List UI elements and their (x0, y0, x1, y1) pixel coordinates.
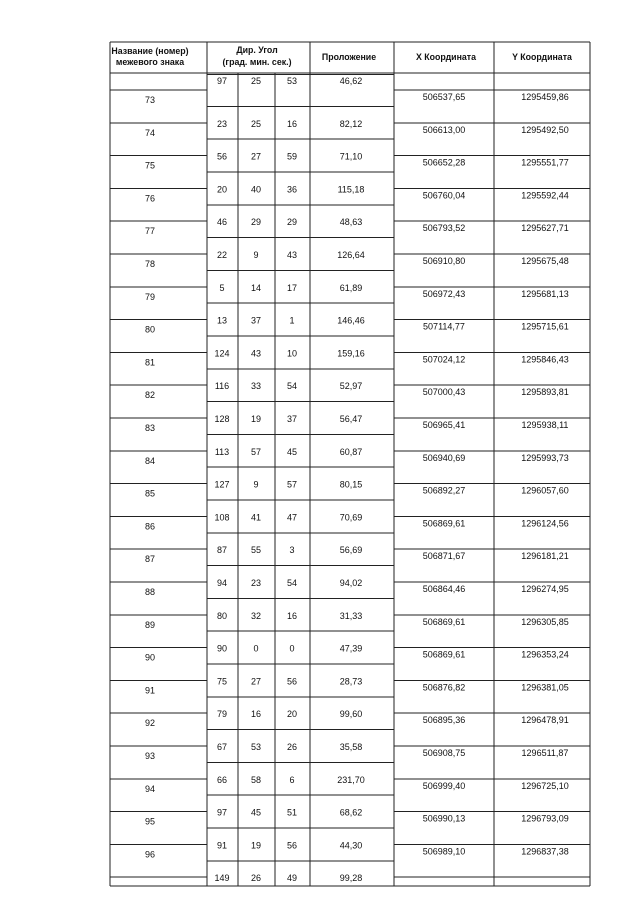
table-grid (110, 42, 590, 886)
angle-degrees: 108 (214, 512, 230, 523)
mark-number: 84 (144, 455, 156, 466)
angle-degrees: 97 (216, 76, 228, 86)
angle-seconds: 45 (286, 446, 298, 457)
angle-minutes: 32 (250, 610, 262, 621)
segment-length: 94,02 (339, 578, 363, 588)
angle-degrees: 97 (216, 807, 228, 818)
angle-seconds: 20 (286, 709, 298, 720)
angle-degrees: 22 (216, 250, 228, 260)
angle-minutes: 55 (250, 545, 262, 556)
y-coordinate: 1295492,50 (521, 124, 569, 135)
angle-minutes: 0 (253, 643, 259, 654)
mark-number: 94 (144, 783, 156, 794)
x-coordinate: 506864,46 (422, 584, 466, 594)
angle-seconds: 57 (286, 479, 298, 490)
y-coordinate: 1296305,85 (521, 616, 569, 627)
x-coordinate: 507114,77 (423, 321, 465, 332)
angle-seconds: 49 (286, 873, 298, 884)
mark-number: 76 (144, 193, 156, 204)
angle-minutes: 19 (250, 840, 262, 851)
x-coordinate: 506869,61 (422, 616, 466, 627)
mark-number: 77 (144, 226, 156, 237)
segment-length: 46,62 (339, 76, 363, 86)
angle-seconds: 10 (286, 348, 298, 359)
mark-number: 85 (144, 488, 156, 499)
y-coordinate: 1296725,10 (521, 780, 569, 791)
y-coordinate: 1296057,60 (521, 485, 569, 496)
segment-length: 70,69 (339, 512, 363, 523)
angle-seconds: 29 (286, 217, 298, 228)
segment-length: 99,60 (339, 709, 363, 720)
header-x: X Координата (416, 52, 476, 62)
angle-minutes: 29 (250, 217, 262, 228)
angle-seconds: 16 (286, 118, 298, 129)
mark-number: 81 (144, 357, 156, 368)
mark-number: 88 (144, 587, 156, 597)
header-y: Y Координата (512, 52, 572, 62)
mark-number: 74 (144, 127, 156, 138)
y-coordinate: 1296793,09 (521, 813, 569, 824)
y-coordinate: 1295715,61 (521, 321, 569, 332)
x-coordinate: 506895,36 (422, 715, 466, 726)
angle-degrees: 5 (219, 282, 225, 293)
segment-length: 31,33 (339, 610, 363, 621)
y-coordinate: 1296381,05 (521, 682, 569, 693)
x-coordinate: 506940,69 (422, 452, 466, 463)
segment-length: 71,10 (339, 151, 363, 162)
angle-minutes: 9 (253, 250, 259, 260)
header-angle-line1: Дир. Угол (236, 45, 278, 55)
x-coordinate: 506989,10 (422, 846, 466, 857)
mark-number: 75 (144, 160, 156, 171)
mark-number: 83 (144, 423, 156, 433)
angle-minutes: 58 (250, 774, 262, 785)
mark-number: 79 (144, 291, 156, 302)
angle-minutes: 27 (250, 676, 262, 687)
segment-length: 56,69 (339, 545, 363, 556)
angle-seconds: 54 (286, 381, 298, 392)
segment-length: 99,28 (339, 873, 363, 884)
angle-seconds: 37 (286, 414, 298, 424)
angle-degrees: 116 (214, 381, 230, 392)
mark-number: 91 (144, 685, 156, 696)
header-name-line2: межевого знака (115, 57, 185, 67)
segment-length: 115,18 (337, 184, 365, 195)
angle-minutes: 57 (250, 446, 262, 457)
mark-number: 90 (144, 652, 156, 663)
header-angle-line2: (град. мин. сек.) (222, 57, 292, 67)
x-coordinate: 506908,75 (422, 748, 466, 758)
y-coordinate: 1296274,95 (521, 584, 569, 594)
angle-seconds: 3 (289, 545, 295, 556)
mark-number: 73 (144, 95, 156, 105)
x-coordinate: 506965,41 (422, 420, 466, 430)
segment-length: 126,64 (337, 250, 365, 260)
x-coordinate: 506871,67 (422, 551, 466, 562)
y-coordinate: 1295675,48 (521, 256, 569, 266)
angle-minutes: 25 (250, 76, 262, 86)
angle-minutes: 27 (250, 151, 262, 162)
angle-seconds: 47 (286, 512, 298, 523)
y-coordinate: 1295938,11 (521, 420, 569, 430)
angle-minutes: 37 (250, 315, 262, 326)
angle-degrees: 75 (216, 676, 228, 687)
x-coordinate: 506652,28 (422, 157, 466, 168)
header-name-line1: Название (номер) (111, 46, 189, 56)
mark-number: 82 (144, 390, 156, 401)
x-coordinate: 506910,80 (422, 256, 466, 266)
x-coordinate: 507000,43 (422, 387, 466, 398)
angle-seconds: 6 (289, 774, 295, 785)
angle-minutes: 16 (250, 709, 262, 720)
mark-number: 86 (144, 521, 156, 532)
y-coordinate: 1295459,86 (521, 92, 569, 102)
angle-minutes: 40 (250, 184, 262, 195)
header-length: Проложение (321, 52, 377, 62)
angle-degrees: 46 (216, 217, 228, 228)
x-coordinate: 506876,82 (422, 682, 466, 693)
angle-minutes: 43 (250, 348, 262, 359)
angle-seconds: 56 (286, 840, 298, 851)
angle-seconds: 16 (286, 610, 298, 621)
y-coordinate: 1295627,71 (521, 223, 569, 234)
x-coordinate: 506869,61 (422, 518, 466, 529)
y-coordinate: 1295993,73 (521, 452, 569, 463)
segment-length: 159,16 (337, 348, 365, 359)
angle-seconds: 56 (286, 676, 298, 687)
x-coordinate: 506793,52 (422, 223, 466, 234)
angle-seconds: 54 (286, 578, 298, 588)
x-coordinate: 506613,00 (422, 124, 466, 135)
angle-degrees: 80 (216, 610, 228, 621)
mark-number: 95 (144, 816, 156, 827)
angle-degrees: 13 (216, 315, 228, 326)
segment-length: 68,62 (339, 807, 363, 818)
angle-minutes: 33 (250, 381, 262, 392)
angle-minutes: 9 (253, 479, 259, 490)
angle-minutes: 23 (250, 578, 262, 588)
angle-minutes: 25 (250, 118, 262, 129)
angle-degrees: 94 (216, 578, 228, 588)
mark-number: 80 (144, 324, 156, 335)
x-coordinate: 506869,61 (422, 649, 466, 660)
y-coordinate: 1295551,77 (521, 157, 569, 168)
angle-degrees: 90 (216, 643, 228, 654)
angle-degrees: 67 (216, 742, 228, 752)
segment-length: 52,97 (339, 381, 363, 392)
y-coordinate: 1295681,13 (521, 288, 569, 299)
x-coordinate: 506760,04 (422, 190, 466, 201)
angle-seconds: 51 (286, 807, 298, 818)
mark-number: 92 (144, 718, 156, 729)
segment-length: 48,63 (339, 217, 363, 228)
table-header (111, 45, 572, 67)
angle-degrees: 128 (214, 414, 230, 424)
angle-minutes: 45 (250, 807, 262, 818)
segment-length: 56,47 (339, 414, 363, 424)
segment-length: 61,89 (339, 282, 363, 293)
y-coordinate: 1296837,38 (521, 846, 569, 857)
x-coordinate: 506972,43 (422, 288, 466, 299)
angle-minutes: 53 (250, 742, 262, 752)
x-coordinate: 507024,12 (422, 354, 466, 365)
angle-seconds: 17 (286, 282, 298, 293)
angle-minutes: 19 (250, 414, 262, 424)
angle-seconds: 0 (289, 643, 295, 654)
segment-length: 60,87 (339, 446, 363, 457)
angle-degrees: 113 (214, 446, 230, 457)
angle-seconds: 26 (286, 742, 298, 752)
mark-number: 93 (144, 751, 156, 761)
x-coordinate: 506999,40 (422, 780, 466, 791)
y-coordinate: 1295893,81 (521, 387, 569, 398)
angle-degrees: 87 (216, 545, 228, 556)
segment-length: 35,58 (339, 742, 363, 752)
x-coordinate: 506537,65 (422, 92, 466, 102)
y-coordinate: 1296181,21 (521, 551, 569, 562)
segment-length: 80,15 (339, 479, 363, 490)
y-coordinate: 1296478,91 (521, 715, 569, 726)
x-coordinate: 506892,27 (422, 485, 466, 496)
x-coordinate: 506990,13 (422, 813, 466, 824)
y-coordinate: 1296511,87 (521, 748, 569, 758)
angle-seconds: 1 (289, 315, 295, 326)
angle-degrees: 124 (214, 348, 230, 359)
angle-minutes: 26 (250, 873, 262, 884)
angle-seconds: 36 (286, 184, 298, 195)
y-coordinate: 1296124,56 (521, 518, 569, 529)
angle-degrees: 91 (216, 840, 228, 851)
angle-minutes: 41 (250, 512, 262, 523)
mark-number: 96 (144, 849, 156, 860)
angle-degrees: 66 (216, 774, 228, 785)
mark-number: 78 (144, 259, 156, 269)
segment-length: 28,73 (339, 676, 363, 687)
angle-degrees: 79 (216, 709, 228, 720)
angle-degrees: 149 (214, 873, 230, 884)
segment-length: 47,39 (339, 643, 363, 654)
angle-degrees: 56 (216, 151, 228, 162)
mark-number: 87 (144, 554, 156, 565)
segment-length: 146,46 (337, 315, 365, 326)
segment-length: 231,70 (337, 774, 365, 785)
segment-length: 44,30 (339, 840, 363, 851)
y-coordinate: 1296353,24 (521, 649, 569, 660)
y-coordinate: 1295846,43 (521, 354, 569, 365)
angle-seconds: 43 (286, 250, 298, 260)
angle-seconds: 53 (286, 76, 298, 86)
angle-minutes: 14 (250, 282, 262, 293)
segment-length: 82,12 (339, 118, 363, 129)
y-coordinate: 1295592,44 (521, 190, 569, 201)
angle-degrees: 127 (214, 479, 230, 490)
mark-number: 89 (144, 619, 156, 630)
angle-seconds: 59 (286, 151, 298, 162)
angle-degrees: 23 (216, 118, 228, 129)
angle-degrees: 20 (216, 184, 228, 195)
